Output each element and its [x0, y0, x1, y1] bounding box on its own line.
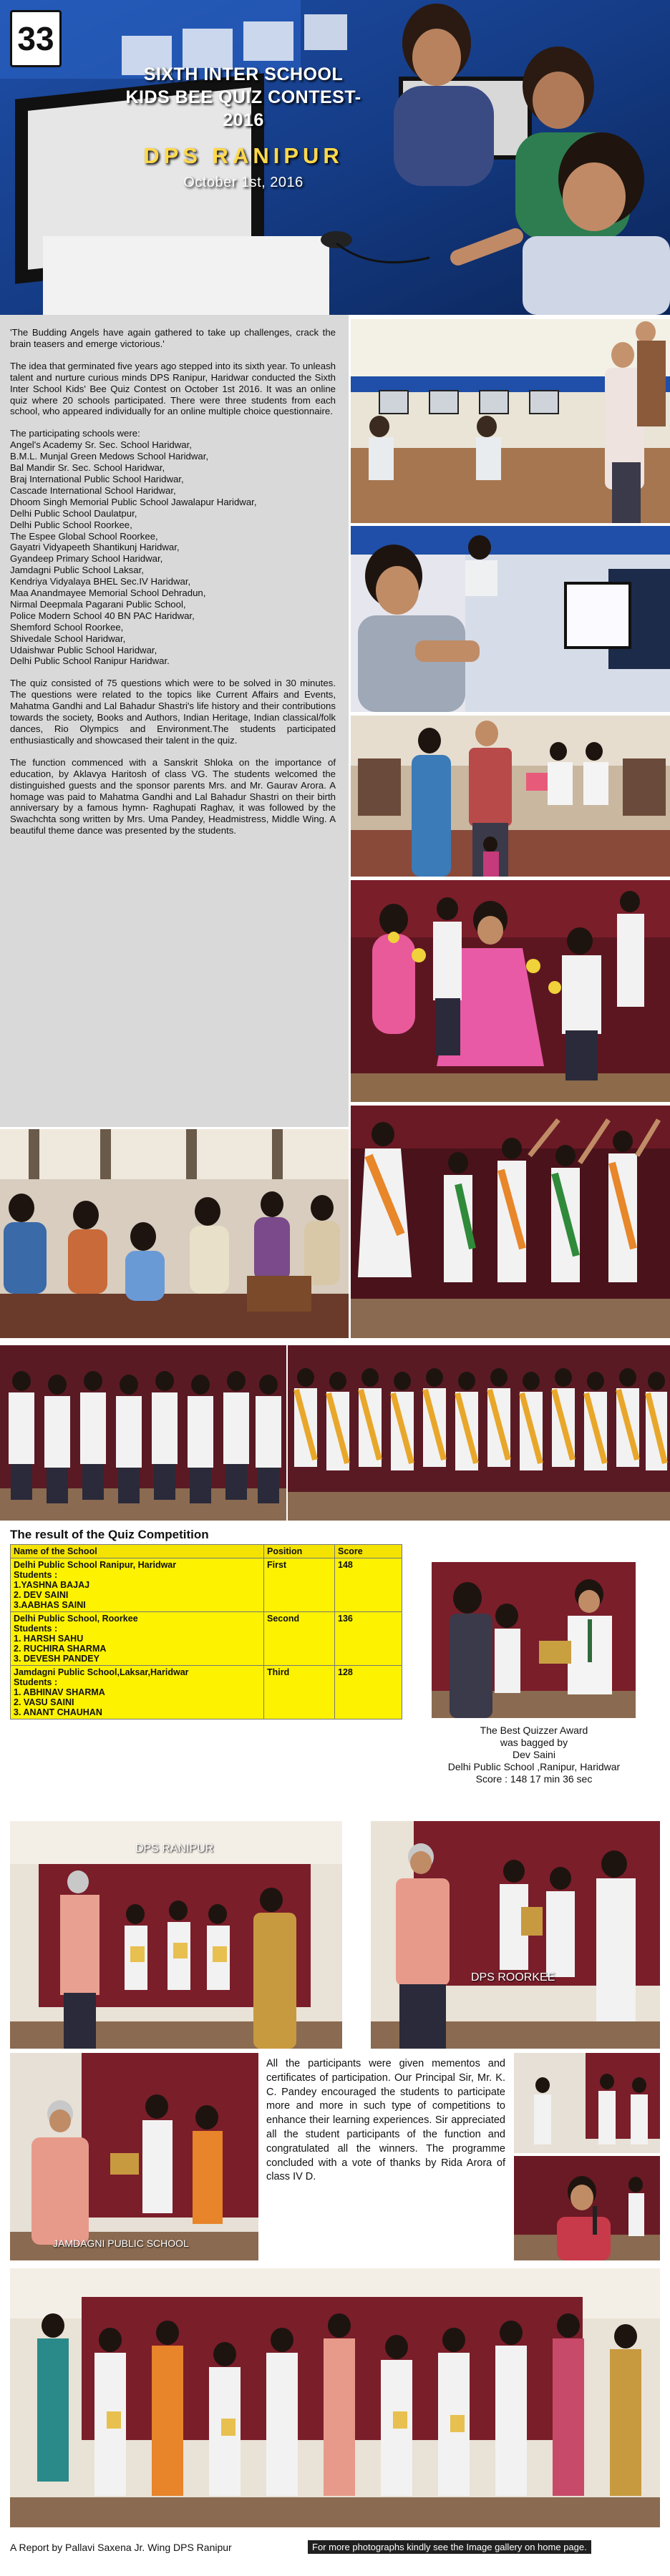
- label-jamdagni: JAMDAGNI PUBLIC SCHOOL: [53, 2238, 189, 2249]
- school-name: Jamdagni Public School,Laksar,Haridwar: [14, 1667, 189, 1677]
- photo-prize-dps-ranipur: [10, 1821, 342, 2049]
- photo-prize-jamdagni: [10, 2053, 258, 2260]
- student-name: 1. HARSH SAHU: [14, 1634, 84, 1644]
- article-intro: The idea that germinated five years ago stepped into its sixth year. To unleash talent and nurture curious minds DPS Ranipur, Haridwar conducted the Sixth Inter School Kids' Bee Quiz Contest on October 1st 2016. It was an online quiz where 20 schools participated. There were three students from each school, who appeared individually for an online multiple choice questionnaire.: [10, 360, 336, 417]
- best-quizzer-caption: [408, 1724, 660, 1785]
- hero-date: October 1st, 2016: [183, 175, 304, 190]
- hero-title-line1: SIXTH INTER SCHOOL: [143, 64, 344, 84]
- label-dps-ranipur: DPS RANIPUR: [135, 1843, 214, 1855]
- school-item: Cascade International School Haridwar,: [10, 484, 176, 496]
- score-cell: 148: [335, 1558, 402, 1612]
- school-item: Maa Anandmayee Memorial School Dehradun,: [10, 587, 206, 599]
- school-item: The Espee Global School Roorkee,: [10, 530, 158, 542]
- photo-vote-of-thanks-speaker: [514, 2156, 660, 2260]
- position-cell: First: [264, 1558, 335, 1612]
- photo-students-flowers: [351, 880, 670, 1102]
- student-name: 2. DEV SAINI: [14, 1590, 69, 1600]
- photo-final-group: [10, 2268, 660, 2527]
- article-quiz-para: The quiz consisted of 75 questions which were to be solved in 30 minutes. The questions were related to the topics like Current Affairs and Events, Mahatma Gandhi and Lal Bahadur Shastri's life history and their contributions towards the society, Books and Authors, Indian Heritage, Indian classical/folk dances, Rio Olympics and Environment.The students participated enthusiastically and showcased their talent in the quiz.: [10, 678, 336, 746]
- position-cell: Third: [264, 1666, 335, 1719]
- students-label: Students :: [14, 1624, 58, 1634]
- school-item: Gyandeep Primary School Haridwar,: [10, 553, 163, 565]
- school-item: Jamdagni Public School Laksar,: [10, 565, 144, 576]
- school-item: Shemford School Roorkee,: [10, 621, 124, 633]
- best-quizzer-line2: was bagged by: [500, 1737, 568, 1748]
- col-position: Position: [264, 1545, 335, 1558]
- schools-heading: The participating schools were:: [10, 428, 140, 439]
- student-name: 2. VASU SAINI: [14, 1697, 74, 1707]
- photo-group-students-1: [0, 1345, 286, 1521]
- school-item: Braj International Public School Haridwar,: [10, 473, 184, 484]
- position-cell: Second: [264, 1612, 335, 1666]
- best-quizzer-school: Delhi Public School ,Ranipur, Haridwar: [447, 1761, 621, 1772]
- photo-guests-welcome: [351, 716, 670, 877]
- photo-group-students-2: [288, 1345, 670, 1521]
- photo-audience: [0, 1129, 349, 1338]
- school-item: Bal Mandir Sr. Sec. School Haridwar,: [10, 462, 165, 474]
- school-item: Delhi Public School Daulatpur,: [10, 507, 137, 519]
- student-name: 1.YASHNA BAJAJ: [14, 1580, 90, 1590]
- best-quizzer-score: Score : 148 17 min 36 sec: [475, 1773, 593, 1785]
- hero-school: DPS RANIPUR: [143, 143, 344, 168]
- col-school: Name of the School: [11, 1545, 264, 1558]
- school-item: Delhi Public School Roorkee,: [10, 519, 132, 530]
- article-text: [0, 315, 349, 836]
- school-item: Kendriya Vidyalaya BHEL Sec.IV Haridwar,: [10, 576, 191, 587]
- students-label: Students :: [14, 1677, 58, 1687]
- hero-title-line2: KIDS BEE QUIZ CONTEST-2016: [125, 87, 361, 130]
- table-row: [11, 1666, 402, 1719]
- report-credit: A Report by Pallavi Saxena Jr. Wing DPS Ranipur: [10, 2542, 232, 2553]
- student-name: 3. ANANT CHAUHAN: [14, 1707, 102, 1717]
- best-quizzer-line1: The Best Quizzer Award: [480, 1724, 588, 1736]
- school-item: Udaishwar Public School Haridwar,: [10, 644, 157, 655]
- col-score: Score: [335, 1545, 402, 1558]
- school-name: Delhi Public School Ranipur, Haridwar: [14, 1560, 177, 1570]
- results-heading: The result of the Quiz Competition: [10, 1528, 209, 1541]
- school-item: Nirmal Deepmala Pagarani Public School,: [10, 598, 186, 610]
- photo-computer-lab-judges: [351, 319, 670, 523]
- article-panel: [0, 315, 349, 1127]
- label-dps-roorkee: DPS ROORKEE: [471, 1971, 555, 1984]
- row-school-cell: [11, 1612, 264, 1666]
- schools-list: [10, 428, 336, 667]
- school-item: Angel's Academy Sr. Sec. School Haridwar,: [10, 439, 192, 451]
- students-label: Students :: [14, 1570, 58, 1580]
- table-row: [11, 1612, 402, 1666]
- closing-paragraph: All the participants were given mementos and certificates of participation. Our Principal Sir, Mr. K. C. Pandey encouraged the students to participate more and more in such type of competitions to enhance their learning experiences. Sir appreciated all the student participants of the function and congratulated all the winners. The programme concluded with a vote of thanks by Rida Arora of class IV D.: [266, 2058, 505, 2183]
- student-name: 2. RUCHIRA SHARMA: [14, 1644, 107, 1654]
- student-name: 3.AABHAS SAINI: [14, 1600, 86, 1610]
- school-item: Police Modern School 40 BN PAC Haridwar,: [10, 610, 195, 621]
- article-quote: 'The Budding Angels have again gathered to take up challenges, crack the brain teasers and emerge victorious.': [10, 327, 336, 349]
- hero-title: [107, 63, 379, 132]
- score-cell: 128: [335, 1666, 402, 1719]
- photo-prize-dps-roorkee: [371, 1821, 660, 2049]
- school-item: Gayatri Vidyapeeth Shantikunj Haridwar,: [10, 542, 180, 553]
- photo-vote-of-thanks-group: [514, 2053, 660, 2153]
- photo-theme-dance: [351, 1106, 670, 1338]
- student-name: 1. ABHINAV SHARMA: [14, 1687, 105, 1697]
- row-school-cell: [11, 1666, 264, 1719]
- school-item: Delhi Public School Ranipur Haridwar.: [10, 655, 170, 667]
- row-school-cell: [11, 1558, 264, 1612]
- school-item: B.M.L. Munjal Green Medows School Haridwar,: [10, 451, 209, 462]
- badge-number: [10, 10, 62, 67]
- best-quizzer-name: Dev Saini: [513, 1749, 555, 1760]
- school-name: Delhi Public School, Roorkee: [14, 1614, 138, 1624]
- school-item: Shivedale School Haridwar,: [10, 633, 126, 644]
- article-function-para: The function commenced with a Sanskrit Shloka on the importance of education, by Aklavya Haritosh of class VG. The students welcomed the distinguished guests and the sponsor parents Mrs. and Mr. Gaurav Arora. A homage was paid to Mahatma Gandhi and Lal Bahadur Shastri on their birth anniversary by a famous hymn- Raghupati Raghav, it was followed by the Swachchta song written by Mrs. Uma Pandey, Headmistress, Middle Wing. A beautiful theme dance was presented by the students.: [10, 756, 336, 836]
- table-row: [11, 1558, 402, 1612]
- score-cell: 136: [335, 1612, 402, 1666]
- results-table: [10, 1544, 402, 1719]
- photo-student-at-computer: [351, 526, 670, 712]
- photo-best-quizzer: [432, 1562, 636, 1718]
- gallery-note[interactable]: For more photographs kindly see the Image gallery on home page.: [308, 2540, 591, 2554]
- school-item: Dhoom Singh Memorial Public School Jawalapur Haridwar,: [10, 496, 257, 507]
- badge-number-text: 33: [17, 20, 54, 57]
- student-name: 3. DEVESH PANDEY: [14, 1654, 99, 1664]
